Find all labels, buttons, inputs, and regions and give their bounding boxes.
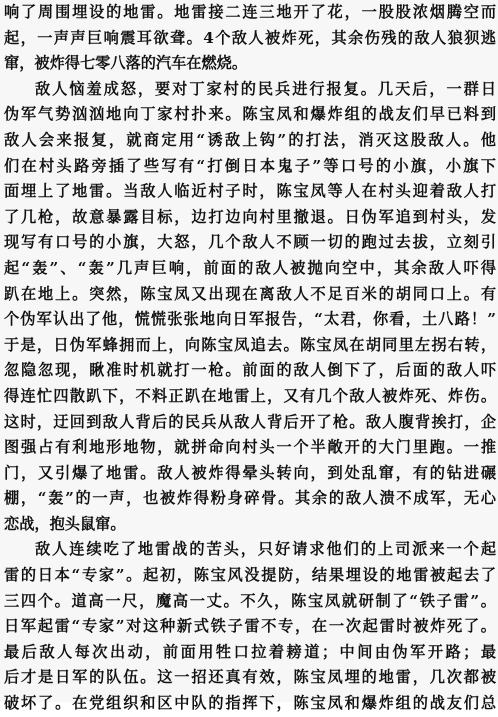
text-line: 雷的日本“专家”。起初，陈宝风没提防，结果埋设的地雷被起去了 [4,566,496,585]
text-line: 破坏了。在党组织和区中队的指挥下，陈宝凤和爆炸组的战友们总 [4,694,496,713]
text-line: 伪军气势汹汹地向丁家村扑来。陈宝凤和爆炸组的战友们早已料到 [4,105,496,124]
text-line: 们在村头路旁插了些写有“打倒日本鬼子”等口号的小旗，小旗下 [4,156,496,175]
text-line: 起，一声声巨响震耳欲聋。4个敌人被炸死，其余伤残的敌人狼狈逃 [4,28,496,47]
text-line: 棚，“轰”的一声，也被炸得粉身碎骨。其余的敌人溃不成军，无心 [4,489,496,508]
text-line: 了几枪，故意暴露目标，边打边向村里撤退。日伪军追到村头，发 [4,207,496,226]
text-line: 后才是日军的队伍。这一招还真有效，陈宝凤埋的地雷，几次都被 [4,668,496,687]
text-line: 于是，日伪军蜂拥而上，向陈宝凤追去。陈宝凤在胡同里左拐右转， [4,335,496,354]
text-line: 三四个。道高一尺，魔高一丈。不久，陈宝凤就研制了“铁子雷”。 [4,591,496,610]
text-line: 门，又引爆了地雷。敌人被炸得晕头转向，到处乱窜，有的钻进碾 [4,463,496,482]
text-line: 最后敌人每次出动，前面用牲口拉着耪道；中间由伪军开路；最 [4,642,496,661]
text-line: 个伪军认出了他，慌慌张张地向日军报告，“太君，你看，土八路！” [4,310,496,329]
text-line: 得连忙四散趴下，不料正趴在地雷上，又有几个敌人被炸死、炸伤。 [4,386,496,405]
text-line: 窜，被炸得七零八落的汽车在燃烧。 [4,54,247,73]
text-line: 现写有口号的小旗，大怒，几个敌人不顾一切的跑过去拔，立刻引 [4,233,496,252]
text-line: 响了周围埋设的地雷。地雷接二连三地开了花，一股股浓烟腾空而 [4,3,496,21]
text-line: 面埋上了地雷。当敌人临近村子时，陈宝凤等人在村头迎着敌人打 [4,182,496,201]
text-line: 趴在地上。突然，陈宝凤又出现在离敌人不足百米的胡同口上。有 [4,284,496,303]
text-line: 这时，迂回到敌人背后的民兵从敌人背后开了枪。敌人腹背挨打，企 [4,412,496,431]
paragraph-start-line: 敌人恼羞成怒，要对丁家村的民兵进行报复。几天后，一群日 [35,79,496,98]
paragraph-start-line: 敌人连续吃了地雷战的苦头，只好请求他们的上司派来一个起 [35,540,496,559]
text-line: 起“轰”、“轰”几声巨响，前面的敌人被抛向空中，其余敌人吓得 [4,258,496,277]
body-text [4,0,496,717]
text-line: 日军起雷“专家”对这种新式铁子雷不专，在一次起雷时被炸死了。 [4,617,496,636]
text-line: 敌人会来报复，就商定用“诱敌上钩”的打法，消灭这股敌人。他 [4,130,496,149]
text-line: 图强占有利地形地物，就拼命向村头一个半敞开的大门里跑。一推 [4,438,496,457]
text-line: 恋战，抱头鼠窜。 [4,514,126,533]
text-line: 忽隐忽现，瞅准时机就打一枪。前面的敌人倒下了，后面的敌人吓 [4,361,496,380]
